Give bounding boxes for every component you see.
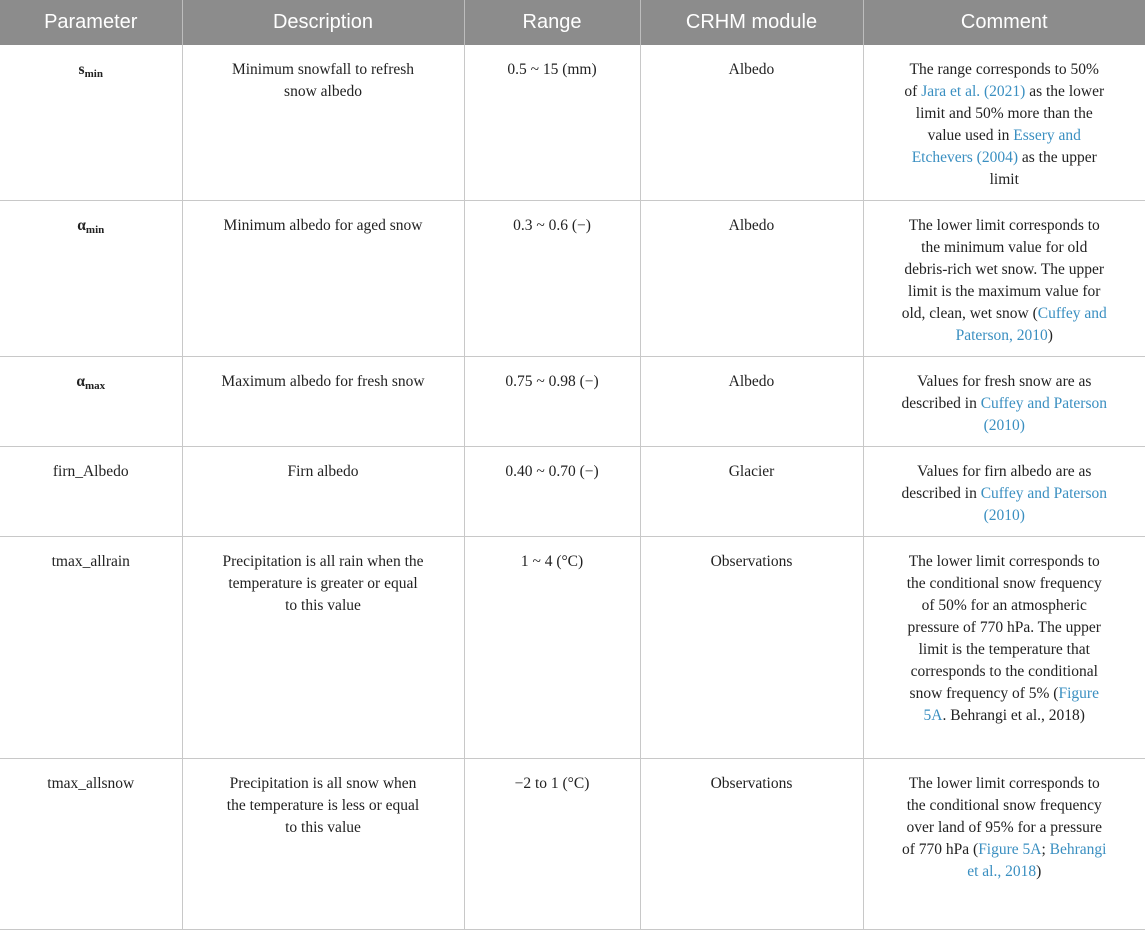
module-cell: Albedo (640, 357, 863, 447)
table-row (0, 45, 1145, 201)
citation-link[interactable]: Figure 5A (978, 841, 1042, 858)
module-cell: Observations (640, 759, 863, 930)
range-cell: −2 to 1 (°C) (464, 759, 640, 930)
range-cell: 1 ~ 4 (°C) (464, 537, 640, 759)
citation-link[interactable]: Cuffey and Paterson, 2010 (955, 305, 1107, 344)
comment-cell: Values for fresh snow are as described in Cuffey and Paterson (2010) (863, 357, 1145, 447)
param-symbol: $\alpha_{max}$ (76, 373, 106, 392)
comment-cell: The range corresponds to 50% of Jara et al. (2021) as the lower limit and 50% more than the value used in Essery and Etchevers (2004) as the upper limit (863, 45, 1145, 201)
table-row (0, 759, 1145, 930)
param-cell: firn_Albedo (0, 447, 182, 537)
comment-cell: Values for firn albedo are as described in Cuffey and Paterson (2010) (863, 447, 1145, 537)
table-row (0, 201, 1145, 357)
table-row (0, 357, 1145, 447)
param-cell (0, 45, 182, 201)
table-row (0, 537, 1145, 759)
module-cell: Albedo (640, 201, 863, 357)
citation-link[interactable]: Essery and Etchevers (2004) (911, 127, 1081, 166)
param-symbol: $s_{min}$ (78, 61, 103, 80)
description-cell: Firn albedo (182, 447, 464, 537)
citation-link[interactable]: Cuffey and Paterson (2010) (980, 485, 1107, 524)
param-cell: tmax_allsnow (0, 759, 182, 930)
description-cell: Precipitation is all snow when the temperature is less or equal to this value (182, 759, 464, 930)
param-cell (0, 201, 182, 357)
range-cell: 0.75 ~ 0.98 (−) (464, 357, 640, 447)
comment-cell: The lower limit corresponds to the conditional snow frequency of 50% for an atmospheric pressure of 770 hPa. The upper limit is the temperature that corresponds to the conditional snow frequency of 5% (Figure 5A. Behrangi et al., 2018) (863, 537, 1145, 759)
header-crhm-module: CRHM module (640, 0, 863, 45)
citation-link[interactable]: Jara et al. (2021) (921, 83, 1026, 100)
module-cell: Glacier (640, 447, 863, 537)
range-cell: 0.3 ~ 0.6 (−) (464, 201, 640, 357)
citation-link[interactable]: Figure 5A (923, 685, 1099, 724)
header-row (0, 0, 1145, 45)
param-cell (0, 357, 182, 447)
header-comment: Comment (863, 0, 1145, 45)
param-symbol: $\alpha_{min}$ (77, 217, 105, 236)
param-cell: tmax_allrain (0, 537, 182, 759)
range-cell: 0.40 ~ 0.70 (−) (464, 447, 640, 537)
table-row (0, 447, 1145, 537)
citation-link[interactable]: Behrangi et al., 2018 (967, 841, 1107, 880)
citation-link[interactable]: Cuffey and Paterson (2010) (980, 395, 1107, 434)
module-cell: Observations (640, 537, 863, 759)
header-description: Description (182, 0, 464, 45)
range-cell: 0.5 ~ 15 (mm) (464, 45, 640, 201)
description-cell: Precipitation is all rain when the temperature is greater or equal to this value (182, 537, 464, 759)
description-cell: Maximum albedo for fresh snow (182, 357, 464, 447)
module-cell: Albedo (640, 45, 863, 201)
description-cell: Minimum snowfall to refresh snow albedo (182, 45, 464, 201)
header-parameter: Parameter (0, 0, 182, 45)
comment-cell: The lower limit corresponds to the conditional snow frequency over land of 95% for a pressure of 770 hPa (Figure 5A; Behrangi et al., 2018) (863, 759, 1145, 930)
description-cell: Minimum albedo for aged snow (182, 201, 464, 357)
header-range: Range (464, 0, 640, 45)
comment-cell: The lower limit corresponds to the minimum value for old debris-rich wet snow. The upper limit is the maximum value for old, clean, wet snow (Cuffey and Paterson, 2010) (863, 201, 1145, 357)
